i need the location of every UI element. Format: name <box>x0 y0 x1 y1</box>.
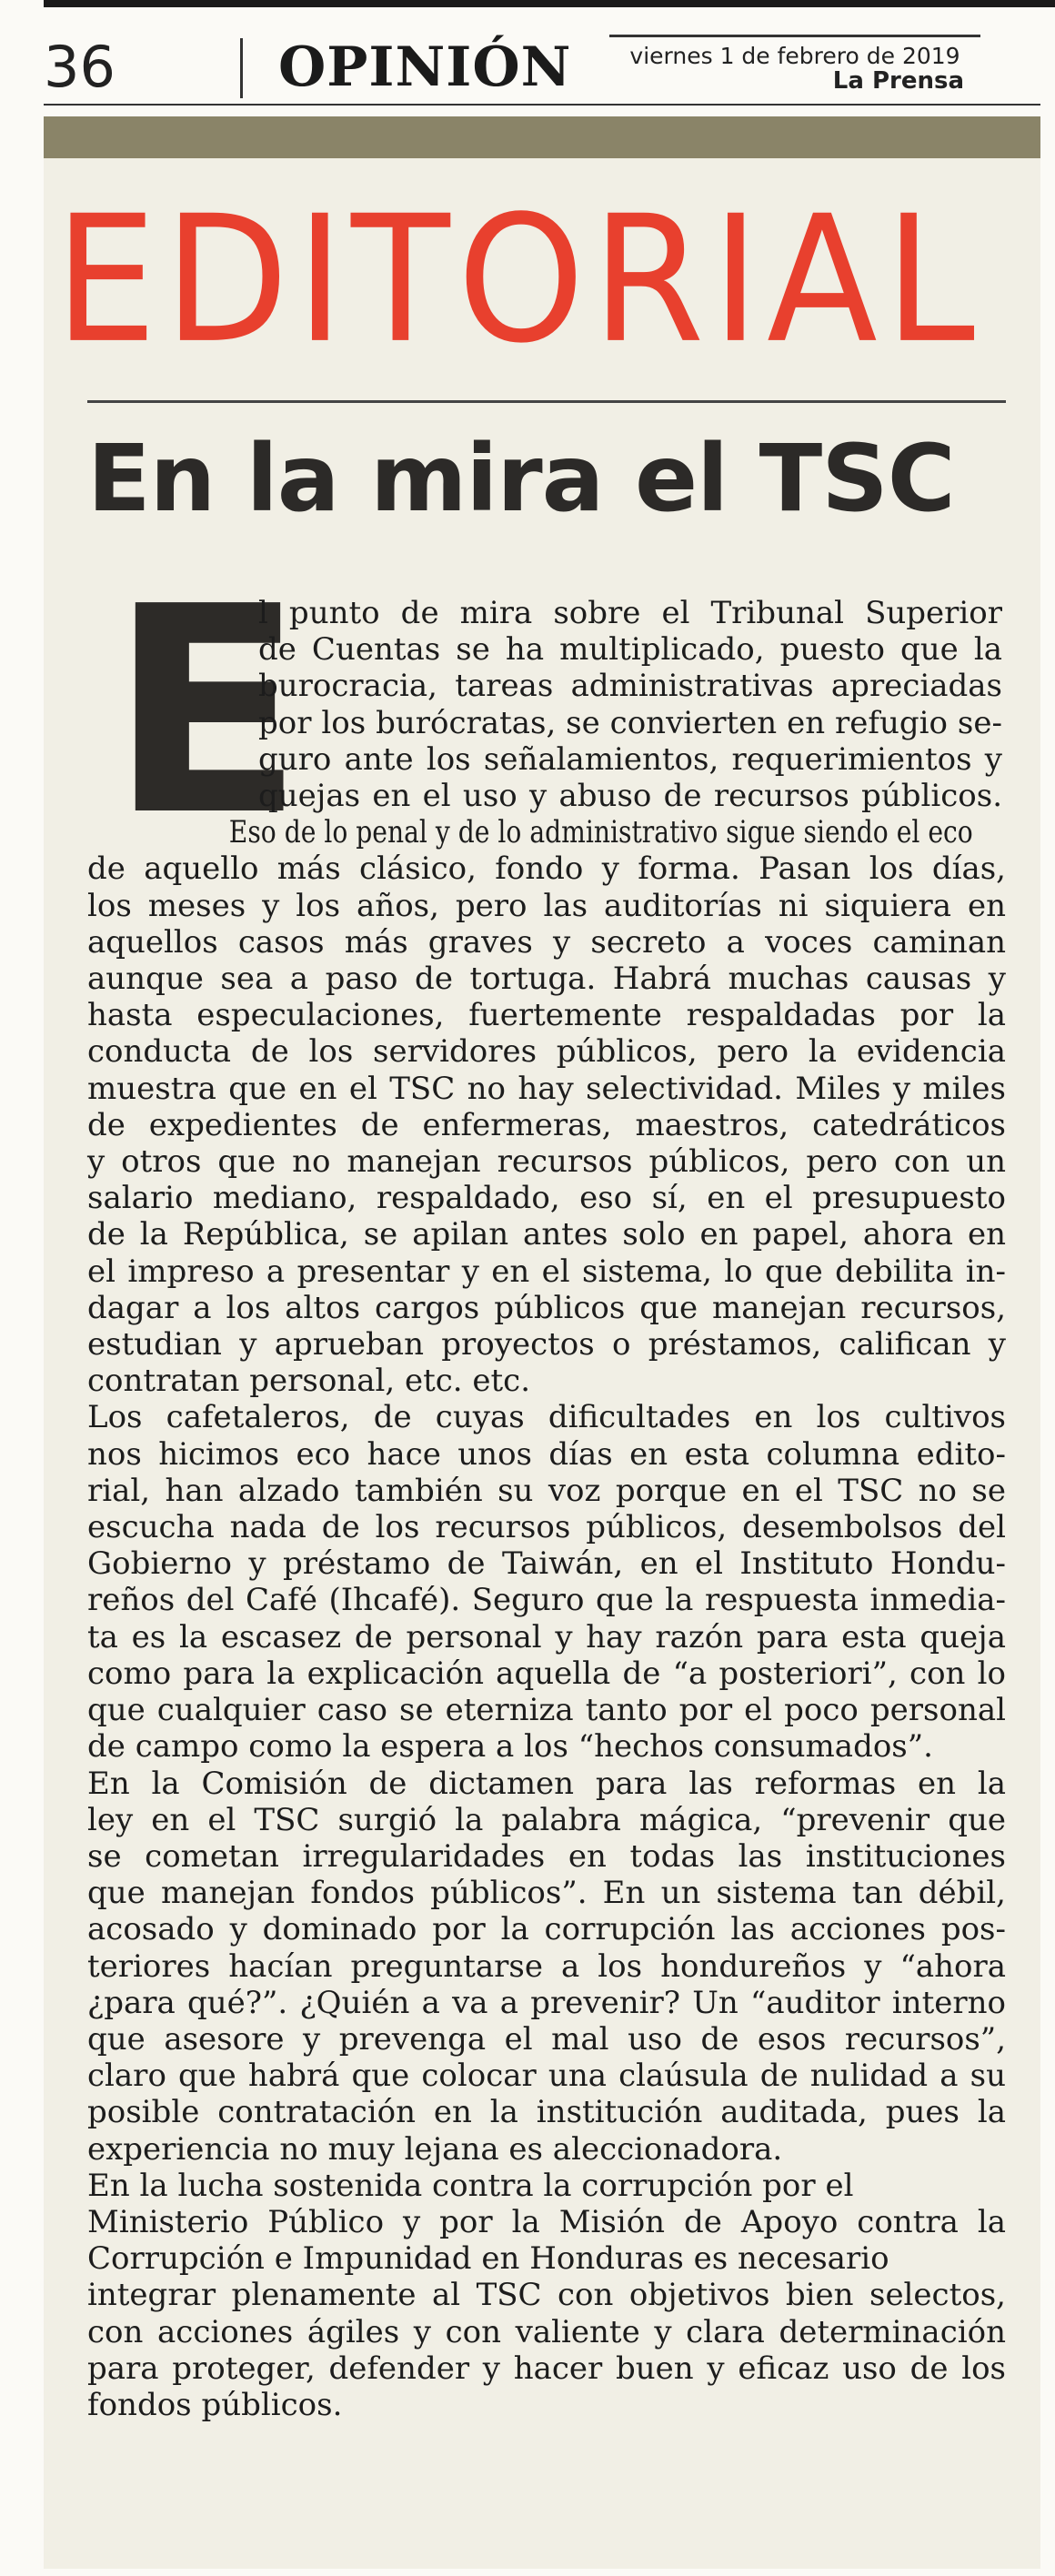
paragraph <box>87 1766 1006 2168</box>
headline: En la mira el TSC <box>87 425 955 533</box>
paragraph <box>87 2168 1006 2423</box>
text-line: En la Comisión de dictamen para las reformas en la <box>87 1765 1006 1802</box>
text-line: hasta especulaciones, fuertemente respaldadas por la <box>87 997 1006 1034</box>
text-line: aquellos casos más graves y secreto a voces caminan <box>87 923 1006 961</box>
date-block <box>609 35 980 95</box>
text-line: Ministerio Público y por la Misión de Apoyo contra la <box>87 2203 1006 2240</box>
text-line: que asesore y prevenga el mal uso de esos recursos”, <box>87 2020 1006 2058</box>
text-line: los meses y los años, pero las auditorías ni siquiera en <box>87 887 1006 924</box>
publication-date: viernes 1 de febrero de 2019 <box>629 43 960 69</box>
text-line: de la República, se apilan antes solo en papel, ahora en <box>87 1216 1006 1253</box>
page-number: 36 <box>44 34 116 100</box>
text-line: ta es la escasez de personal y hay razón para esta queja <box>87 1618 1006 1655</box>
drop-cap: E <box>109 547 305 879</box>
text-line: l punto de mira sobre el Tribunal Superior <box>258 595 1002 631</box>
top-rule <box>44 0 1055 7</box>
text-line: experiencia no muy lejana es aleccionadora. <box>87 2130 783 2168</box>
text-line: de Cuentas se ha multiplicado, puesto que la <box>258 631 1002 669</box>
text-line: nos hicimos eco hace unos días en esta columna edito- <box>87 1435 1006 1473</box>
text-line: quejas en el uso y abuso de recursos públicos. <box>258 778 1002 815</box>
text-line: de expedientes de enfermeras, maestros, catedráticos <box>87 1106 1006 1143</box>
text-line: conducta de los servidores públicos, pero la evidencia <box>87 1033 1006 1071</box>
article-body <box>87 547 1006 2423</box>
text-line: teriores hacían preguntarse a los hondureños y “ahora <box>87 1947 1006 1985</box>
text-line: Los cafetaleros, de cuyas dificultades en los cultivos <box>87 1399 1006 1436</box>
text-line: aunque sea a paso de tortuga. Habrá muchas causas y <box>87 961 1006 998</box>
text-line: el impreso a presentar y en el sistema, lo que debilita in- <box>87 1253 1006 1290</box>
paragraph <box>87 1399 1006 1765</box>
text-line: guro ante los señalamientos, requerimientos y <box>258 740 1002 778</box>
text-line: se cometan irregularidades en todas las instituciones <box>87 1837 1006 1875</box>
text-line: dagar a los altos cargos públicos que manejan recursos, <box>87 1289 1006 1326</box>
text-line: que cualquier caso se eterniza tanto por el poco personal <box>87 1692 1006 1729</box>
text-line: Gobierno y préstamo de Taiwán, en el Instituto Hondu- <box>87 1545 1006 1583</box>
text-line: En la lucha sostenida contra la corrupción por el <box>87 2167 854 2204</box>
text-line: ¿para qué?”. ¿Quién a va a prevenir? Un “auditor interno <box>87 1984 1006 2021</box>
text-line: de aquello más clásico, fondo y forma. Pasan los días, <box>87 850 1006 888</box>
text-line: posible contratación en la institución auditada, pues la <box>87 2094 1006 2131</box>
paragraphs <box>87 547 1006 2423</box>
text-line: con acciones ágiles y con valiente y clara determinación <box>87 2313 1006 2350</box>
text-line: fondos públicos. <box>87 2386 343 2423</box>
text-line: reños del Café (Ihcafé). Seguro que la respuesta inmedia- <box>87 1582 1006 1619</box>
text-line: claro que habrá que colocar una claúsula de nulidad a su <box>87 2058 1006 2095</box>
text-line: que manejan fondos públicos”. En un sistema tan débil, <box>87 1875 1006 1912</box>
text-line: integrar plenamente al TSC con objetivos bien selectos, <box>87 2277 1006 2314</box>
text-line: ley en el TSC surgió la palabra mágica, “prevenir que <box>87 1801 1006 1838</box>
text-line: Eso de lo penal y de lo administrativo sigue siendo el eco <box>228 814 973 851</box>
header-divider <box>240 38 243 98</box>
text-line: estudian y aprueban proyectos o préstamos, califican y <box>87 1326 1006 1363</box>
section-name: OPINIÓN <box>278 35 572 99</box>
title-rule <box>87 400 1006 403</box>
text-line: como para la explicación aquella de “a posteriori”, con lo <box>87 1655 1006 1692</box>
text-line: para proteger, defender y hacer buen y eficaz uso de los <box>87 2350 1006 2387</box>
newspaper-name: La Prensa <box>832 67 964 95</box>
editorial-kicker: EDITORIAL <box>55 177 982 382</box>
text-line: burocracia, tareas administrativas apreciadas <box>258 668 1002 705</box>
text-line: escucha nada de los recursos públicos, desembolsos del <box>87 1509 1006 1546</box>
page-header <box>44 33 1040 102</box>
header-rule <box>44 104 1040 106</box>
text-line: por los burócratas, se convierten en refugio se- <box>258 704 1002 741</box>
decorative-band <box>44 116 1040 158</box>
text-line: salario mediano, respaldado, eso sí, en el presupuesto <box>87 1180 1006 1217</box>
text-line: de campo como la espera a los “hechos consumados”. <box>87 1728 933 1766</box>
text-line: Corrupción e Impunidad en Honduras es necesario <box>87 2240 889 2278</box>
text-line: acosado y dominado por la corrupción las acciones pos- <box>87 1911 1006 1948</box>
text-line: rial, han alzado también su voz porque en el TSC no se <box>87 1472 1006 1509</box>
text-line: contratan personal, etc. etc. <box>87 1363 531 1400</box>
text-line: muestra que en el TSC no hay selectividad. Miles y miles <box>87 1070 1006 1107</box>
text-line: y otros que no manejan recursos públicos, pero con un <box>87 1143 1006 1181</box>
